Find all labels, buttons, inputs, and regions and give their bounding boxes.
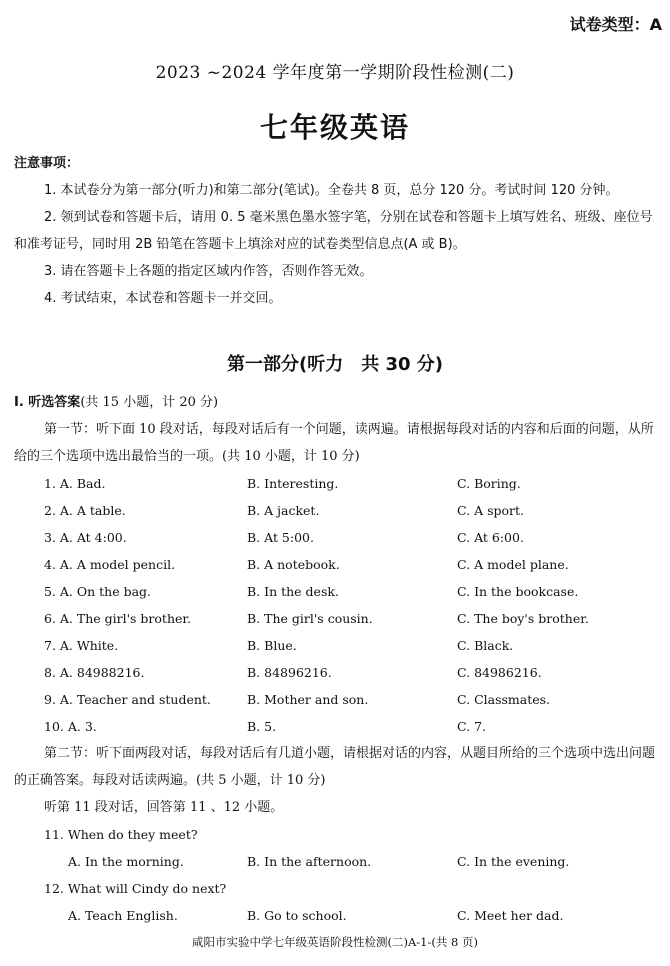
option-a: 6. A. The girl's brother. — [44, 611, 191, 626]
option-c: C. Boring. — [457, 476, 521, 491]
option-c: C. At 6:00. — [457, 530, 524, 545]
option-a: 9. A. Teacher and student. — [44, 692, 211, 707]
notes-heading: 注意事项： — [14, 156, 80, 171]
question-row — [44, 470, 660, 497]
notes-section — [14, 150, 660, 312]
section-two-intro: 第二节：听下面两段对话，每段对话后有几道小题，请根据对话的内容，从题目所给的三个选项中选出问题的正确答案。每段对话读两遍。(共 5 小题，计 10 分) — [14, 746, 656, 788]
section-one-intro: 第一节：听下面 10 段对话，每段对话后有一个问题，读两遍。请根据每段对话的内容和后面的问题，从所给的三个选项中选出最恰当的一项。(共 10 小题，计 10 分) — [14, 422, 654, 464]
option-b: B. A notebook. — [247, 557, 340, 572]
option-c: C. 7. — [457, 719, 486, 734]
question-options — [68, 848, 660, 875]
section-one-heading-rest: (共 15 小题，计 20 分) — [80, 395, 219, 410]
option-b: B. 5. — [247, 719, 277, 734]
question-row — [44, 659, 660, 686]
question-row — [44, 524, 660, 551]
note-item-4: 4. 考试结束，本试卷和答题卡一并交回。 — [44, 291, 282, 306]
option-c: C. In the evening. — [457, 854, 570, 869]
question-row — [44, 605, 660, 632]
option-a: A. Teach English. — [68, 908, 178, 923]
section-one-heading: Ⅰ. 听选答案 — [14, 395, 81, 410]
option-a: 7. A. White. — [44, 638, 119, 653]
option-a: 4. A. A model pencil. — [44, 557, 176, 572]
page-footer: 咸阳市实验中学七年级英语阶段性检测(二)A-1-(共 8 页) — [192, 935, 478, 949]
subject-title: 七年级英语 — [259, 111, 410, 144]
option-b: B. Interesting. — [247, 476, 339, 491]
option-b: B. Mother and son. — [247, 692, 369, 707]
exam-title: 2023 ~2024 学年度第一学期阶段性检测(二) — [155, 63, 515, 83]
part-one-title — [0, 350, 670, 376]
option-b: B. In the afternoon. — [247, 854, 372, 869]
listen-note: 听第 11 段对话，回答第 11 、12 小题。 — [44, 800, 284, 815]
question-row — [44, 713, 660, 740]
option-a: 8. A. 84988216. — [44, 665, 145, 680]
option-b: B. 84896216. — [247, 665, 332, 680]
option-b: B. Blue. — [247, 638, 297, 653]
option-b: B. The girl's cousin. — [247, 611, 373, 626]
section-one-header — [14, 389, 660, 470]
part-one-title-a: 第一部分(听力 — [226, 354, 344, 375]
question-stem: 11. When do they meet? — [44, 827, 198, 842]
note-item-3: 3. 请在答题卡上各题的指定区域内作答，否则作答无效。 — [44, 264, 373, 279]
note-item-2: 2. 领到试卷和答题卡后，请用 0. 5 毫米黑色墨水签字笔，分别在试卷和答题卡上填写姓名、班级、座位号和准考证号，同时用 2B 铅笔在答题卡上填涂对应的试卷类型信息点(A 或 B)。 — [14, 210, 653, 252]
note-item-1: 1. 本试卷分为第一部分(听力)和第二部分(笔试)。全卷共 8 页，总分 120 分。考试时间 120 分钟。 — [44, 183, 619, 198]
option-a: 3. A. At 4:00. — [44, 530, 127, 545]
option-a: 1. A. Bad. — [44, 476, 106, 491]
option-c: C. 84986216. — [457, 665, 542, 680]
option-a: A. In the morning. — [68, 854, 184, 869]
option-c: C. Meet her dad. — [457, 908, 564, 923]
question-options — [68, 902, 660, 929]
paper-type-label: 试卷类型：A — [569, 15, 662, 34]
part-one-title-b: 共 30 分) — [361, 354, 444, 375]
section-two-header — [14, 740, 660, 821]
option-c: C. A sport. — [457, 503, 524, 518]
question-stem: 12. What will Cindy do next? — [44, 881, 227, 896]
option-b: B. Go to school. — [247, 908, 347, 923]
option-b: B. At 5:00. — [247, 530, 314, 545]
question-row — [44, 551, 660, 578]
option-b: B. A jacket. — [247, 503, 320, 518]
option-c: C. Classmates. — [457, 692, 551, 707]
question-row — [44, 632, 660, 659]
option-a: 5. A. On the bag. — [44, 584, 152, 599]
option-b: B. In the desk. — [247, 584, 339, 599]
question-row — [44, 578, 660, 605]
option-c: C. The boy's brother. — [457, 611, 589, 626]
question-row — [44, 497, 660, 524]
option-c: C. Black. — [457, 638, 514, 653]
option-a: 2. A. A table. — [44, 503, 126, 518]
option-a: 10. A. 3. — [44, 719, 97, 734]
option-c: C. In the bookcase. — [457, 584, 579, 599]
option-c: C. A model plane. — [457, 557, 569, 572]
question-row — [44, 686, 660, 713]
